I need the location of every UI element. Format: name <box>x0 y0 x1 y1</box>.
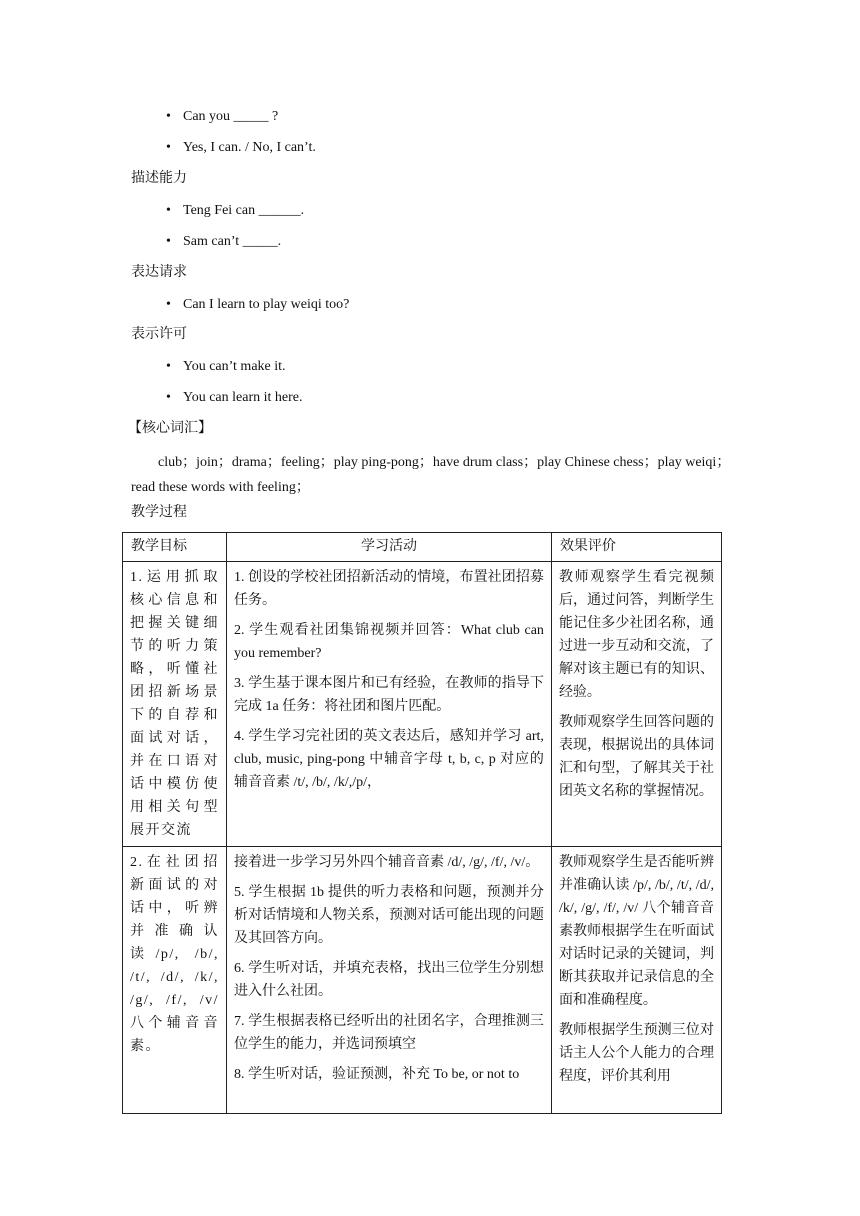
goal-text: 2.在社团招新面试的对话中，听辨并准确认读/p/, /b/, /t/, /d/, /k/, /g/, /f/, /v/ 八个辅音音素。 <box>130 855 219 1054</box>
activity-item: 8. 学生听对话，验证预测，补充 To be, or not to <box>233 1067 520 1082</box>
bullet-dot: • <box>166 203 171 218</box>
activity-item: 接着进一步学习另外四个辅音音素 /d/, /g/, /f/, /v/。 <box>233 855 540 870</box>
section-heading-core-vocab: 【核心词汇】 <box>128 421 212 436</box>
section-heading-teaching-process: 教学过程 <box>131 505 187 520</box>
bullet-text: Sam can’t _____. <box>183 234 282 249</box>
column-header-activities: 学习活动 <box>226 533 551 562</box>
goal-cell <box>123 562 227 847</box>
activity-item: 2. 学生观看社团集锦视频并回答：What club can you remember? <box>233 623 544 661</box>
bullet-text: You can learn it here. <box>183 390 303 405</box>
evaluation-item: 教师观察学生回答问题的表现，根据说出的具体词汇和句型，了解其关于社团英文名称的掌握情况。 <box>558 715 714 799</box>
evaluation-item: 教师观察学生是否能听辨并准确认读 /p/, /b/, /t/, /d/, /k/, /g/, /f/, /v/ 八个辅音音素教师根据学生在听面试对话时记录的关键词，判断其获取并记录信息的全面和准确程度。 <box>558 855 714 1008</box>
column-header-evaluation: 效果评价 <box>551 533 721 562</box>
activities-cell <box>226 847 551 1114</box>
activity-item: 1. 创设的学校社团招新活动的情境，布置社团招募任务。 <box>233 570 544 608</box>
bullet-dot: • <box>166 359 171 374</box>
section-heading-give-permission: 表示许可 <box>131 327 187 342</box>
bullet-dot: • <box>166 390 171 405</box>
activity-item: 7. 学生根据表格已经听出的社团名字，合理推测三位学生的能力，并选词预填空 <box>233 1014 544 1052</box>
table-row <box>123 562 722 847</box>
evaluation-cell <box>551 847 721 1114</box>
core-vocab-text: club；join；drama；feeling；play ping-pong；have drum class；play Chinese chess；play weiqi；read these words with feeling； <box>131 455 731 495</box>
bullet-dot: • <box>166 140 171 155</box>
bullet-dot: • <box>166 234 171 249</box>
goal-text: 1.运用抓取核心信息和把握关键细节的听力策略，听懂社团招新场景下的自荐和面试对话，并在口语对话中模仿使用相关句型展开交流 <box>130 570 219 838</box>
evaluation-item: 教师根据学生预测三位对话主人公个人能力的合理程度，评价其利用 <box>558 1023 714 1084</box>
activity-item: 5. 学生根据 1b 提供的听力表格和问题，预测并分析对话情境和人物关系，预测对话可能出现的问题及其回答方向。 <box>233 885 544 946</box>
bullet-dot: • <box>166 109 171 124</box>
activity-item: 3. 学生基于课本图片和已有经验，在教师的指导下完成 1a 任务：将社团和图片匹配。 <box>233 676 544 714</box>
section-heading-express-request: 表达请求 <box>131 265 187 280</box>
table-header-row <box>123 533 722 562</box>
activity-item: 6. 学生听对话，并填充表格，找出三位学生分别想进入什么社团。 <box>233 961 544 999</box>
table-row <box>123 847 722 1114</box>
bullet-text: Can I learn to play weiqi too? <box>183 297 350 312</box>
bullet-text: Teng Fei can ______. <box>183 203 305 218</box>
bullet-text: Can you _____ ? <box>183 109 279 124</box>
evaluation-cell <box>551 562 721 847</box>
section-heading-describe-ability: 描述能力 <box>131 171 187 186</box>
bullet-text: Yes, I can. / No, I can’t. <box>183 140 316 155</box>
bullet-dot: • <box>166 297 171 312</box>
evaluation-item: 教师观察学生看完视频后，通过问答，判断学生能记住多少社团名称，通过进一步互动和交流，了解对该主题已有的知识、经验。 <box>558 570 714 700</box>
column-header-goal: 教学目标 <box>123 533 227 562</box>
bullet-text: You can’t make it. <box>183 359 286 374</box>
teaching-process-table <box>122 532 722 1114</box>
activity-item: 4. 学生学习完社团的英文表达后，感知并学习 art, club, music, ping-pong 中辅音字母 t, b, c, p 对应的辅音音素 /t/, /b/, /k/,/p/， <box>233 729 544 790</box>
goal-cell <box>123 847 227 1114</box>
activities-cell <box>226 562 551 847</box>
